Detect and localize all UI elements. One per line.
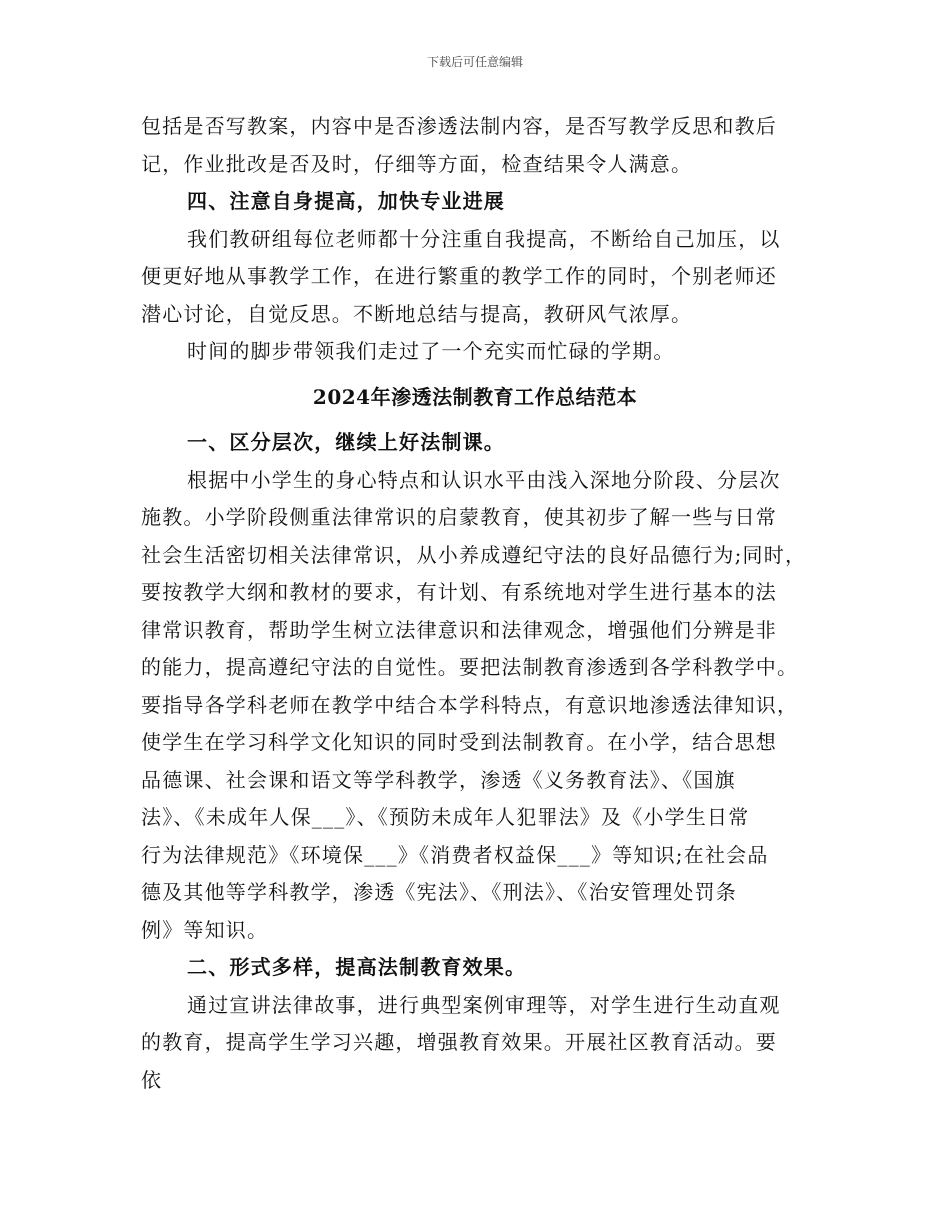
text-line: 记，作业批改是否及时，仔细等方面，检查结果令人满意。 (141, 151, 693, 176)
text-line: 社会生活密切相关法律常识，从小养成遵纪守法的良好品德行为;同时， (141, 542, 807, 567)
text-line: 的教育，提高学生学习兴趣，增强教育效果。开展社区教育活动。要 (141, 1030, 777, 1054)
section-heading-4: 四、注意自身提高，加快专业进展 (187, 189, 505, 213)
text-line: 使学生在学习科学文化知识的同时受到法制教育。在小学，结合思想 (141, 730, 777, 754)
text-line: 品德课、社会课和语文等学科教学，渗透《义务教育法》、《国旗 (141, 767, 736, 792)
text-line: 我们教研组每位老师都十分注重自我提高，不断给自己加压，以 (187, 226, 781, 251)
document-title: 2024年渗透法制教育工作总结范本 (312, 384, 638, 409)
text-line: 要按教学大纲和教材的要求，有计划、有系统地对学生进行基本的法 (141, 580, 777, 604)
section1-paragraph (141, 462, 809, 950)
text-line: 依 (141, 1067, 163, 1092)
text-line: 律常识教育，帮助学生树立法律意识和法律观念，增强他们分辨是非 (141, 617, 777, 642)
text-line: 包括是否写教案，内容中是否渗透法制内容，是否写教学反思和教后 (141, 114, 777, 138)
text-line: 根据中小学生的身心特点和认识水平由浅入深地分阶段、分层次 (187, 467, 781, 492)
text-line: 的能力，提高遵纪守法的自觉性。要把法制教育渗透到各学科教学中。 (141, 655, 799, 679)
closing-paragraph: 时间的脚步带领我们走过了一个充实而忙碌的学期。 (187, 339, 675, 363)
text-line: 行为法律规范》《环境保___》《消费者权益保___》等知识;在社会品 (141, 842, 769, 867)
text-line: 法》、《未成年人保___》、《预防未成年人犯罪法》及《小学生日常 (141, 805, 750, 829)
header-note: 下载后可任意编辑 (426, 55, 523, 69)
text-line: 例》等知识。 (141, 917, 269, 942)
text-line: 便更好地从事教学工作，在进行繁重的教学工作的同时，个别老师还 (141, 264, 777, 288)
section4-paragraph (141, 221, 809, 334)
intro-paragraph (141, 108, 809, 183)
text-line: 德及其他等学科教学，渗透《宪法》、《刑法》、《治安管理处罚条 (141, 880, 737, 904)
text-line: 要指导各学科老师在教学中结合本学科特点，有意识地渗透法律知识， (141, 692, 799, 717)
section-heading-2: 二、形式多样，提高法制教育效果。 (187, 955, 527, 979)
section2-paragraph (141, 987, 809, 1100)
section-heading-1: 一、区分层次，继续上好法制课。 (187, 430, 505, 454)
document-body (141, 108, 809, 1099)
text-line: 施教。小学阶段侧重法律常识的启蒙教育，使其初步了解一些与日常 (141, 505, 777, 529)
text-line: 通过宣讲法律故事，进行典型案例审理等，对学生进行生动直观 (187, 992, 781, 1017)
text-line: 潜心讨论，自觉反思。不断地总结与提高，教研风气浓厚。 (141, 301, 693, 326)
